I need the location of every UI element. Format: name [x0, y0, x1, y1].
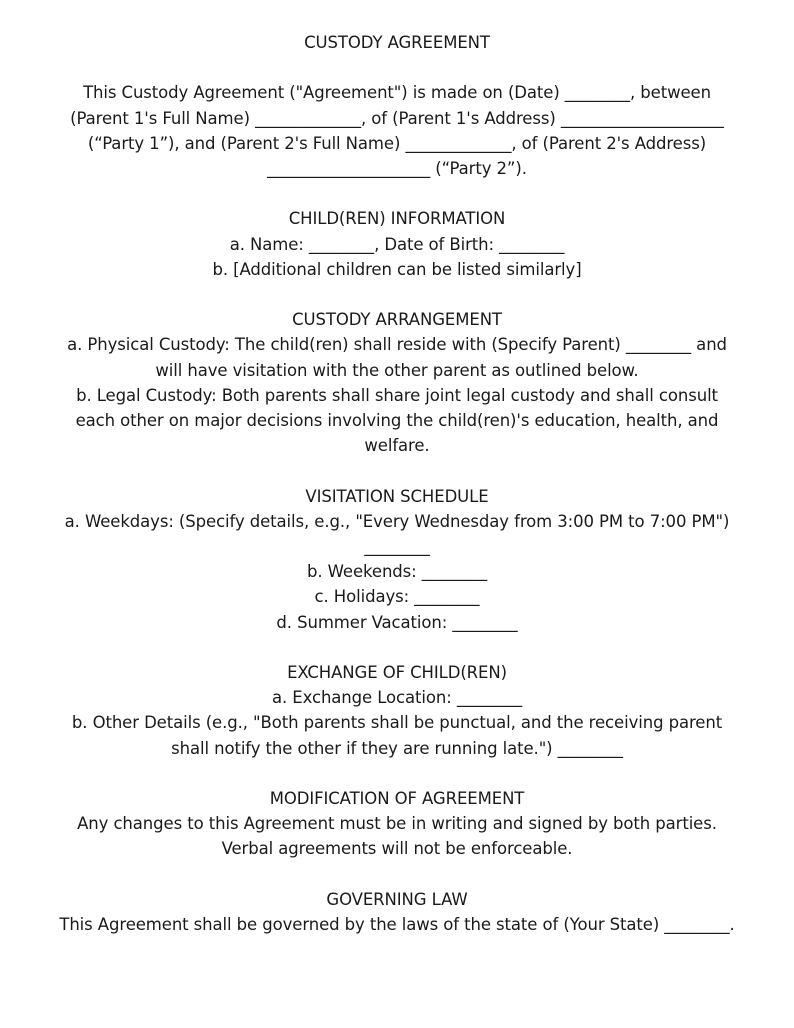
exchange-line: shall notify the other if they are running late.") ________ [171, 738, 623, 758]
exchange-line: b. Other Details (e.g., "Both parents shall be punctual, and the receiving parent [71, 713, 723, 733]
visitation-line: b. Weekends: ________ [307, 562, 487, 582]
visitation-line: ________ [364, 537, 430, 556]
custody-section [0, 307, 794, 458]
exchange-section [0, 660, 794, 761]
visitation-line: d. Summer Vacation: ________ [276, 612, 518, 632]
document-page [0, 30, 794, 962]
intro-line: (Parent 1's Full Name) _____________, of (Parent 1's Address) ____________________ [70, 108, 724, 128]
custody-line: each other on major decisions involving the child(ren)'s education, health, and [75, 411, 719, 430]
exchange-heading: EXCHANGE OF CHILD(REN) [287, 663, 507, 682]
visitation-line: a. Weekdays: (Specify details, e.g., "Every Wednesday from 3:00 PM to 7:00 PM") [64, 511, 730, 531]
intro-line: (“Party 1”), and (Parent 2's Full Name) _____________, of (Parent 2's Address) [87, 133, 707, 153]
governing-section [0, 887, 794, 937]
custody-line: a. Physical Custody: The child(ren) shall reside with (Specify Parent) ________ and [67, 335, 727, 355]
modification-section [0, 786, 794, 862]
children-heading: CHILD(REN) INFORMATION [288, 209, 506, 229]
modification-heading: MODIFICATION OF AGREEMENT [269, 789, 525, 808]
intro-line: This Custody Agreement ("Agreement") is made on (Date) ________, between [83, 83, 711, 103]
custody-heading: CUSTODY ARRANGEMENT [292, 310, 502, 330]
document-title: CUSTODY AGREEMENT [304, 33, 490, 52]
custody-line: welfare. [364, 436, 430, 456]
modification-line: Any changes to this Agreement must be in writing and signed by both parties. [77, 814, 717, 834]
exchange-line: a. Exchange Location: ________ [271, 688, 523, 708]
title-section [0, 30, 794, 55]
custody-line: b. Legal Custody: Both parents shall share joint legal custody and shall consult [76, 385, 718, 405]
children-line: b. [Additional children can be listed similarly] [212, 259, 582, 279]
children-section [0, 206, 794, 282]
governing-heading: GOVERNING LAW [326, 889, 468, 909]
governing-line: This Agreement shall be governed by the laws of the state of (Your State) ________. [59, 915, 735, 934]
visitation-section [0, 484, 794, 635]
modification-line: Verbal agreements will not be enforceable. [221, 839, 573, 859]
intro-line: ____________________ (“Party 2”). [267, 159, 527, 178]
children-line: a. Name: ________, Date of Birth: ________ [229, 234, 565, 254]
visitation-heading: VISITATION SCHEDULE [305, 486, 489, 506]
visitation-line: c. Holidays: ________ [314, 587, 480, 607]
intro-paragraph [0, 80, 794, 181]
custody-line: will have visitation with the other parent as outlined below. [155, 360, 639, 380]
